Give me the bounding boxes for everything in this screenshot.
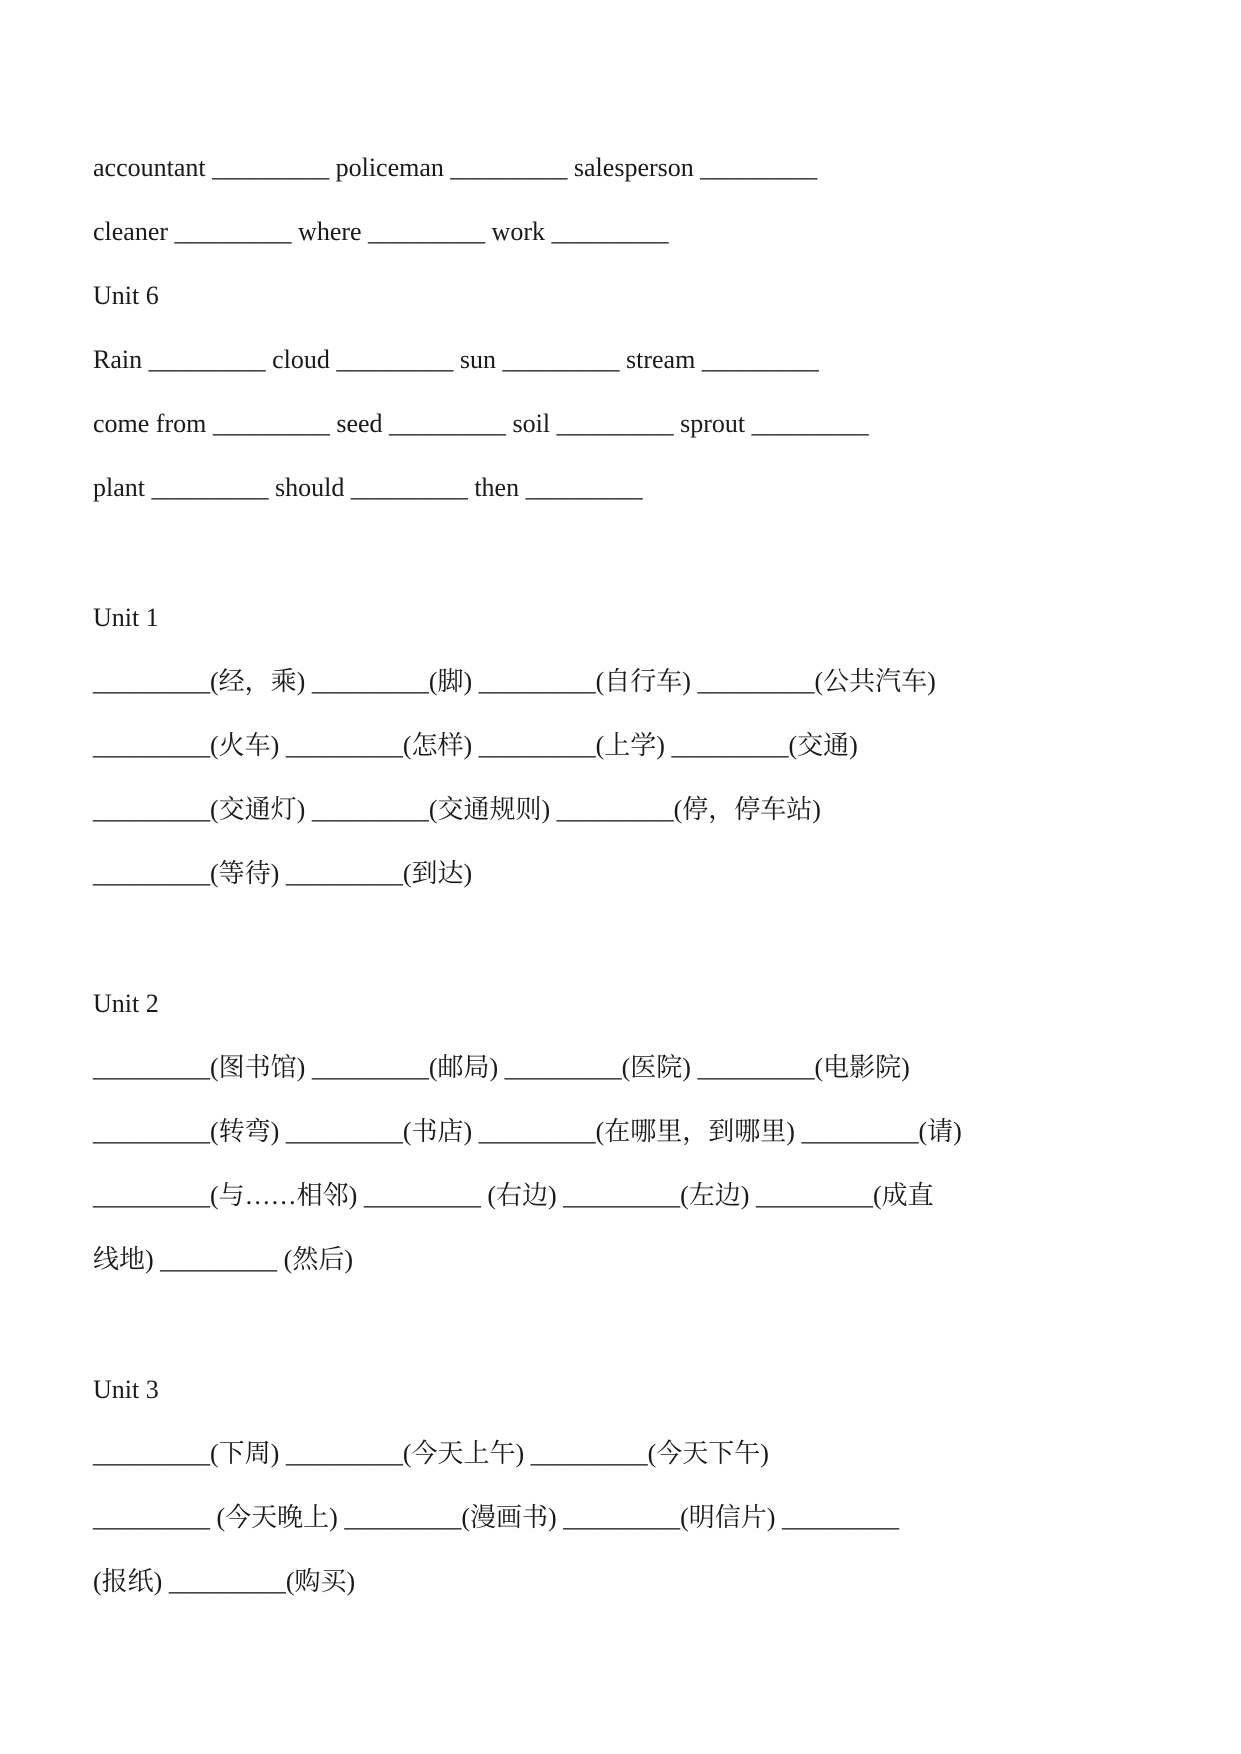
line-text: come from _________ seed _________ soil _________ sprout _________ [93,409,869,438]
line-text: 线地) _________ (然后) [93,1245,353,1274]
unit1-vocab-line-3 [93,795,821,825]
unit2-heading [93,989,159,1019]
unit3-heading [93,1375,159,1405]
unit6-vocab-line-2 [93,409,869,439]
unit2-vocab-line-2 [93,1117,962,1147]
section-heading: Unit 6 [93,281,159,310]
section-heading: Unit 3 [93,1375,159,1404]
line-text: _________(交通灯) _________(交通规则) _________(停，停车站) [93,795,821,824]
unit3-vocab-line-2 [93,1503,899,1533]
line-text: _________ (今天晚上) _________(漫画书) _________(明信片) _________ [93,1503,899,1532]
line-text: _________(转弯) _________(书店) _________(在哪里，到哪里) _________(请) [93,1117,962,1146]
line-text: _________(下周) _________(今天上午) _________(今天下午) [93,1439,769,1468]
unit1-vocab-line-1 [93,667,936,697]
unit6-heading [93,281,159,311]
unit2-vocab-line-4 [93,1245,353,1275]
line-text: accountant _________ policeman _________ salesperson _________ [93,153,818,182]
line-text: _________(火车) _________(怎样) _________(上学) _________(交通) [93,731,858,760]
line-text: (报纸) _________(购买) [93,1567,356,1596]
line-text: _________(图书馆) _________(邮局) _________(医院) _________(电影院) [93,1053,910,1082]
unit1-vocab-line-2 [93,731,858,761]
unit2-vocab-line-3 [93,1181,934,1211]
unit6-vocab-line-3 [93,473,643,503]
section-heading: Unit 2 [93,989,159,1018]
line-text: _________(与……相邻) _________ (右边) _________(左边) _________(成直 [93,1181,934,1210]
line-text: plant _________ should _________ then _________ [93,473,643,502]
unit6-vocab-line-1 [93,345,819,375]
section-heading: Unit 1 [93,603,159,632]
unit5-vocab-line-2 [93,217,669,247]
unit1-heading [93,603,159,633]
unit1-vocab-line-4 [93,859,472,889]
line-text: _________(等待) _________(到达) [93,859,473,888]
unit2-vocab-line-1 [93,1053,910,1083]
line-text: Rain _________ cloud _________ sun _________ stream _________ [93,345,819,374]
unit3-vocab-line-3 [93,1567,355,1597]
line-text: _________(经，乘) _________(脚) _________(自行车) _________(公共汽车) [93,667,936,696]
unit5-vocab-line-1 [93,153,817,183]
unit3-vocab-line-1 [93,1439,769,1469]
line-text: cleaner _________ where _________ work _________ [93,217,669,246]
